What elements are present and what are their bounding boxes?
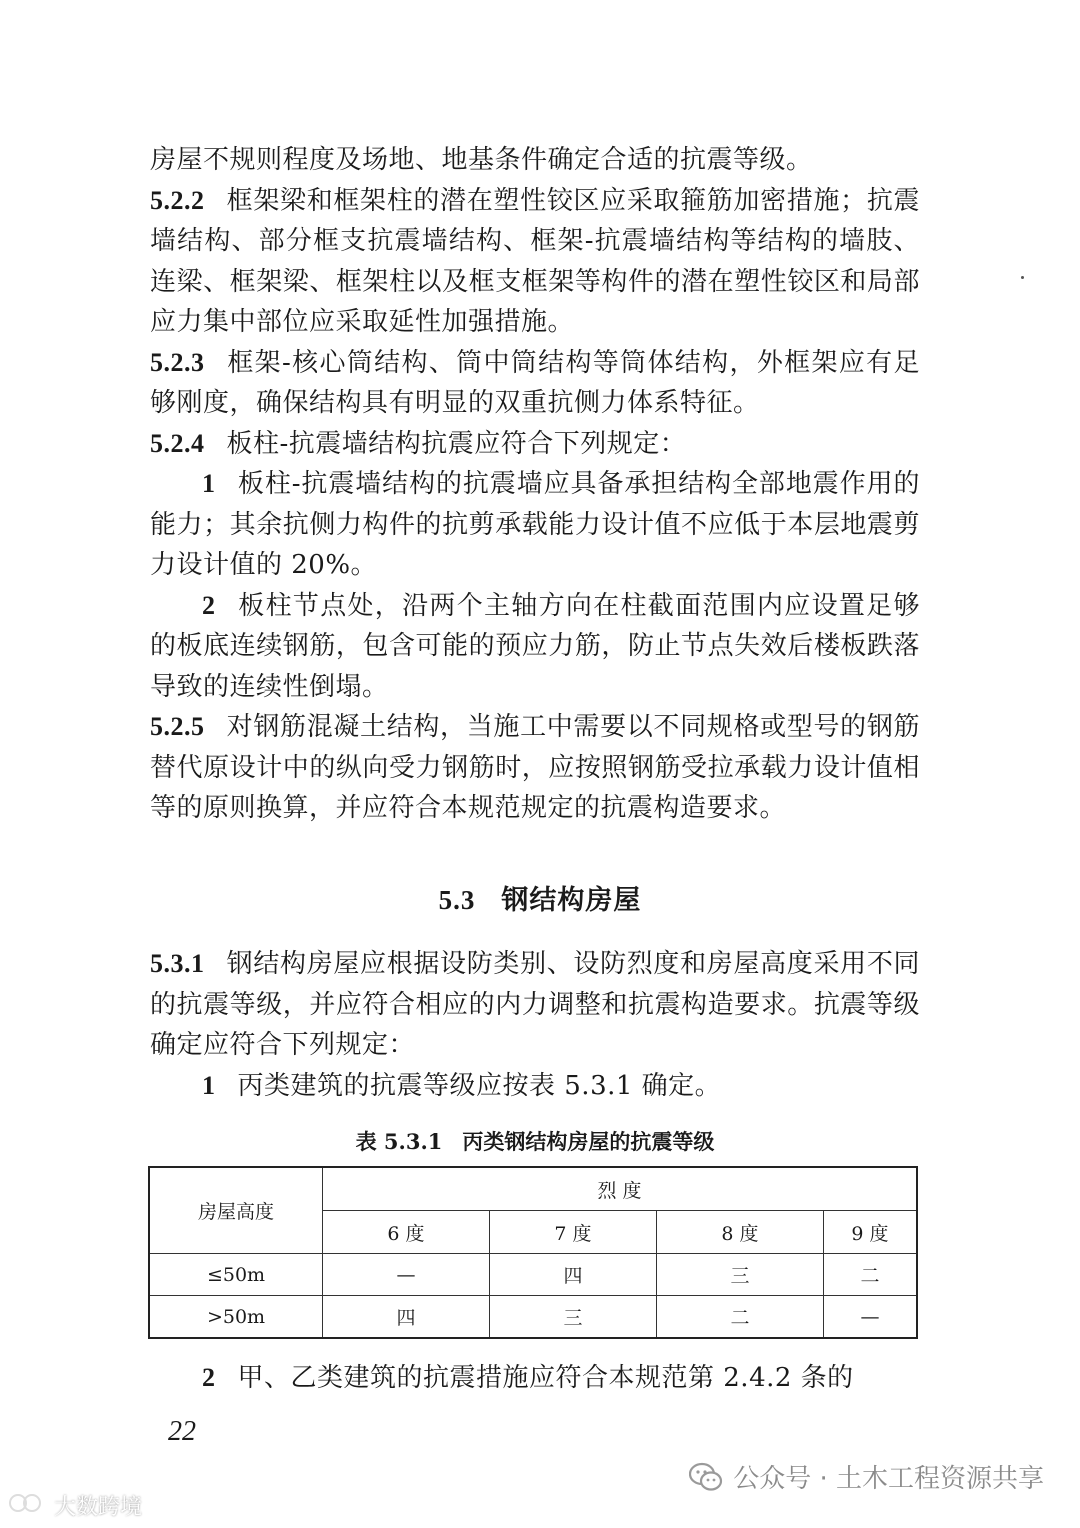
wechat-watermark-text: 公众号 · 土木工程资源共享 [733,1464,1044,1494]
table-row [149,1254,917,1296]
item-5-3-1-1 [150,1066,920,1107]
table-row [149,1296,917,1339]
table-column-header: 9 度 [824,1211,918,1254]
wechat-watermark [689,1458,1044,1495]
body-text-top [150,140,920,829]
table-column-header: 7 度 [490,1211,657,1254]
clause-5-2-2 [150,181,920,343]
item-5-2-4-1 [150,464,920,586]
table-cell: — [323,1254,490,1296]
table-cell: 三 [490,1296,657,1339]
table-column-header: 8 度 [657,1211,824,1254]
table-cell: 二 [824,1254,918,1296]
table-cell: 四 [490,1254,657,1296]
clause-text: 框架梁和框架柱的潜在塑性铰区应采取箍筋加密措施；抗震墙结构、部分框支抗震墙结构、框架-抗震墙结构等结构的墙肢、连梁、框架梁、框架柱以及框支框架等构件的潜在塑性铰区和局部应力集中部位应采取延性加强措施。 [150,185,920,337]
section-heading [0,880,1080,921]
corner-watermark-text: 大数跨境 [54,1495,143,1520]
table-caption-title: 丙类钢结构房屋的抗震等级 [462,1129,715,1154]
item-text: 板柱-抗震墙结构的抗震墙应具备承担结构全部地震作用的能力；其余抗侧力构件的抗剪承载能力设计值不应低于本层地震剪力设计值的 20%。 [150,469,920,580]
table-row-label: ≤50m [149,1254,323,1296]
item-number: 1 [202,1070,216,1100]
table-caption [0,1124,1070,1160]
clause-5-2-3 [150,343,920,424]
table-group-header: 烈 度 [323,1167,918,1211]
clause-number: 5.2.2 [150,185,205,215]
item-5-2-4-2 [150,586,920,708]
clause-text: 钢结构房屋应根据设防类别、设防烈度和房屋高度采用不同的抗震等级，并应符合相应的内力调整和抗震构造要求。抗震等级确定应符合下列规定： [150,949,920,1060]
clause-5-2-5 [150,707,920,829]
brand-logo-icon [8,1492,48,1520]
item-number: 2 [202,590,216,620]
clause-number: 5.2.3 [150,347,205,377]
clause-number: 5.2.4 [150,428,205,458]
table-cell: — [824,1296,918,1339]
clause-5-3-1 [150,944,920,1066]
item-number: 1 [202,469,216,498]
table-row-label: >50m [149,1296,323,1339]
clause-text: 框架-核心筒结构、筒中筒结构等筒体结构，外框架应有足够刚度，确保结构具有明显的双重抗侧力体系特征。 [150,347,920,418]
section-title: 钢结构房屋 [501,885,642,916]
wechat-icon [689,1462,723,1492]
clause-text: 对钢筋混凝土结构，当施工中需要以不同规格或型号的钢筋替代原设计中的纵向受力钢筋时，应按照钢筋受拉承载力设计值相等的原则换算，并应符合本规范规定的抗震构造要求。 [150,712,920,823]
clause-5-2-4 [150,424,920,465]
seismic-grade-table [148,1166,918,1339]
item-text: 丙类建筑的抗震等级应按表 5.3.1 确定。 [237,1070,722,1101]
item-text: 甲、乙类建筑的抗震措施应符合本规范第 2.4.2 条的 [237,1363,854,1393]
item-text: 板柱节点处，沿两个主轴方向在柱截面范围内应设置足够的板底连续钢筋，包含可能的预应力筋，防止节点失效后楼板跌落导致的连续性倒塌。 [150,590,920,702]
scan-speck [1021,276,1024,279]
table-cell: 二 [657,1296,824,1339]
item-number: 2 [202,1363,216,1392]
section-number: 5.3 [438,885,476,915]
corner-watermark [8,1490,142,1521]
clause-number: 5.2.5 [150,712,205,741]
clause-text: 板柱-抗震墙结构抗震应符合下列规定： [226,428,687,459]
table-cell: 四 [323,1296,490,1339]
table-cell: 三 [657,1254,824,1296]
continuation-paragraph: 房屋不规则程度及场地、地基条件确定合适的抗震等级。 [150,145,813,175]
body-text-5-3 [150,944,920,1106]
table-caption-number: 表 5.3.1 [355,1129,443,1154]
item-5-3-1-2 [150,1358,920,1398]
table-row-header: 房屋高度 [149,1167,323,1254]
clause-number: 5.3.1 [150,949,205,978]
table-column-header: 6 度 [323,1211,490,1254]
page-number: 22 [168,1416,196,1447]
